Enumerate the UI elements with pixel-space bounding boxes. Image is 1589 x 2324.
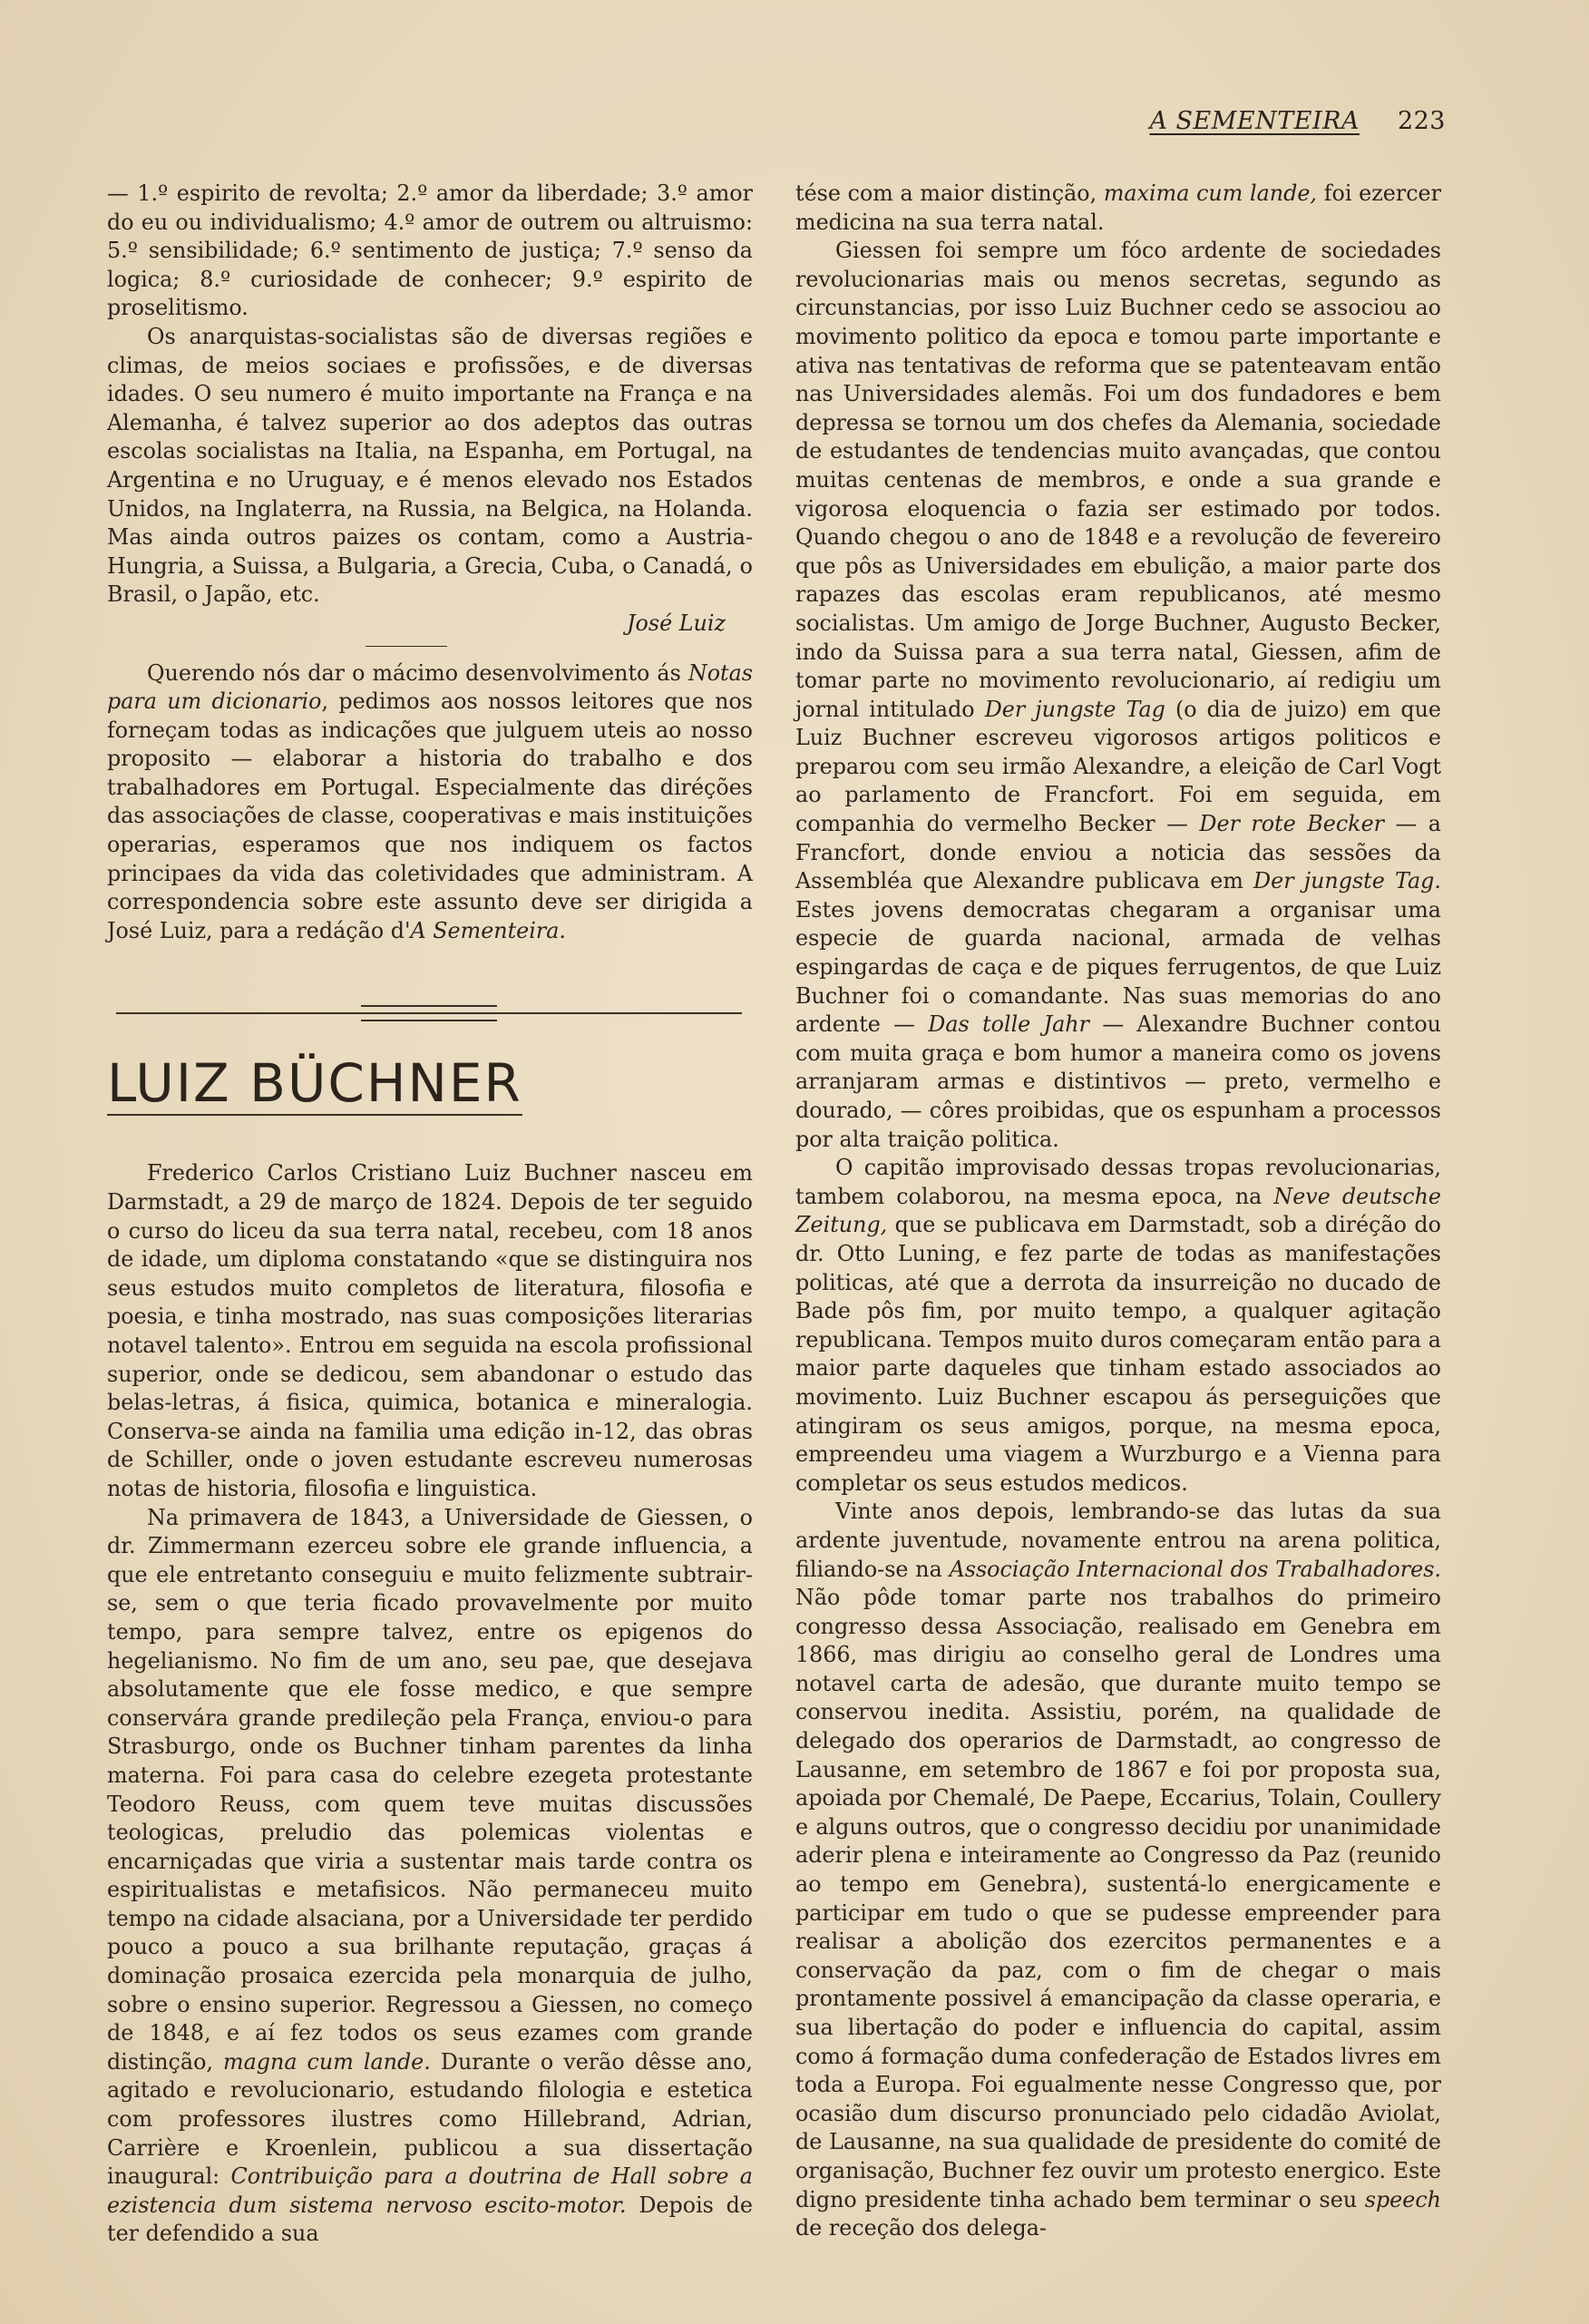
text-run: que se publicava em Darmstadt, sob a diréção do dr. Otto Luning, e fez parte de todas as manifestações politicas, até que a derrota da insurreição no ducado de Bade pôs fim, por muito tempo, a qualquer agitação republicana. Tempos muito duros começaram então para a maior parte daqueles que tinham estado associados ao movimento. Luiz Buchner escapou ás perseguições que atingiram os seus amigos, porque, na mesma epoca, empreendeu uma viagem a Wurzburgo e a Vienna para completar os seus estudos medicos. (795, 1212, 1441, 1496)
italic-run: magna cum lande. (223, 2048, 431, 2075)
text-run: tése com a maior distinção, (795, 181, 1104, 206)
italic-run: speech (1364, 2186, 1441, 2212)
author-signature: José Luiz (626, 610, 726, 636)
text-run: Giessen foi sempre um fóco ardente de sociedades revolucionarias mais ou menos secretas, segundo as circunstancias, por isso Luiz Buchner cedo se associou ao movimento politico da epoca e tomou parte importante e ativa nas tentativas de reforma que se patenteavam então nas Universidades alemãs. Foi um dos fundadores e bem depressa se tornou um dos chefes da Alemania, sociedade de estudantes de tendencias muito avançadas, que contou muitas centenas de membros, e onde a sua grande e vigorosa eloquencia o fazia ser estimado por todos. Quando chegou o ano de 1848 e a revolução de fevereiro que pôs as Universidades em ebulição, a maior parte dos rapazes das escolas eram republicanos, até mesmo socialistas. Um amigo de Jorge Buchner, Augusto Becker, indo da Suissa para a sua terra natal, Giessen, afim de tomar parte no movimento revolucionario, aí redigiu um jornal intitulado (795, 238, 1441, 722)
text-run: Depois de ter defendido a sua (107, 2192, 753, 2247)
italic-run: Neve deutsche Zeitung, (795, 1183, 1441, 1238)
right-column (795, 180, 1441, 2243)
text-run: (o dia de juizo) em que Luiz Buchner escreveu vigorosos artigos politicos e preparou com seu irmão Alexandre, a eleição de Carl Vogt ao parlamento de Francfort. Foi em seguida, em companhia do vermelho Becker — (795, 696, 1441, 837)
italic-run: Der rote Becker (1199, 811, 1385, 837)
running-head (1149, 107, 1446, 135)
article-paragraph-2 (107, 1504, 753, 2249)
italic-run: Contribuição para a doutrina de Hall sobre a ezistencia dum sistema nervoso escito-motor. (107, 2163, 753, 2218)
text-run: — a Francfort, donde enviou a noticia das sessões da Assembléa que Alexandre publicava em (795, 811, 1441, 894)
text-run: Estes jovens democratas chegaram a organisar uma especie de guarda nacional, armada de velhas espingardas de caça e de piques ferrugentos, de que Luiz Buchner foi o comandante. Nas suas memorias do ano ardente — (795, 896, 1441, 1038)
list-paragraph: — 1.º espirito de revolta; 2.º amor da liberdade; 3.º amor do eu ou individualismo; 4.º amor de outrem ou altruismo: 5.º sensibilidade; 6.º sentimento de justiça; 7.º senso da logica; 8.º curiosidade de conhecer; 9.º espirito de proselitismo. (107, 181, 753, 321)
italic-run: Das tolle Jahr (928, 1011, 1090, 1038)
article-paragraph-5 (795, 1154, 1441, 1498)
text-run: foi ezercer medicina na sua terra natal. (795, 181, 1441, 235)
italic-run: maxima cum lande, (1103, 181, 1317, 206)
article-paragraph-4 (795, 237, 1441, 1154)
anarchists-paragraph: Os anarquistas-socialistas são de diversas regiões e climas, de meios sociaes e profissões, e de diversas idades. O seu numero é muito importante na França e na Alemanha, é talvez superior ao dos adeptos das outras escolas socialistas na Italia, na Espanha, em Portugal, na Argentina e no Uruguay, e é menos elevado nos Estados Unidos, na Inglaterra, na Russia, na Belgica, na Holanda. Mas ainda outros paizes os contam, como a Austria-Hungria, a Suissa, a Bulgaria, a Grecia, Cuba, o Canadá, o Brasil, o Japão, etc. (107, 323, 753, 608)
notice-text-1: Querendo nós dar o mácimo desenvolvimento ás (147, 659, 688, 686)
notice-journal-name: A Sementeira. (410, 917, 566, 943)
text-run: O capitão improvisado dessas tropas revolucionarias, tambem colaborou, na mesma epoca, na (795, 1155, 1441, 1209)
text-run: Durante o verão dêsse ano, agitado e revolucionario, estudando filologia e estetica com professores ilustres como Hillebrand, Adrian, Carrière e Kroenlein, publicou a sua dissertação inaugural: (107, 2048, 753, 2190)
italic-run: Der jungste Tag (984, 696, 1165, 722)
article-paragraph-3 (795, 180, 1441, 237)
article-paragraph-6 (795, 1498, 1441, 2242)
journal-title: A SEMENTEIRA (1149, 107, 1360, 135)
notice-text-2: , pedimos aos nossos leitores que nos forneçam todas as indicações que julguem uteis ao nosso proposito — elaborar a historia do trabalho e dos trabalhadores em Portugal. Especialmente das diréções das associações de classe, cooperativas e mais instituições operarias, esperamos que nos indiquem os factos principaes da vida das coletividades que administram. A correspondencia sobre este assunto deve ser dirigida a José Luiz, para a redáção d' (107, 688, 753, 943)
article-title: LUIZ BÜCHNER (107, 1052, 522, 1115)
notice-italic-title: Notas para um dicionario (107, 659, 753, 715)
text-run: de receção dos delega- (795, 2215, 1047, 2241)
text-run: Não pôde tomar parte nos trabalhos do primeiro congresso dessa Associação, realisado em Genebra em 1866, mas dirigiu ao conselho geral de Londres uma notavel carta de adesão, que durante muito tempo se conservou inedita. Assistiu, porém, na qualidade de delegado dos operarios de Darmstadt, ao congresso de Lausanne, em setembro de 1867 e foi por proposta sua, apoiada por Chemalé, De Paepe, Eccarius, Tolain, Coullery e alguns outros, que o congresso decidiu por unanimidade aderir plena e inteiramente ao Congresso da Paz (reunido ao tempo em Genebra), sustentá-lo energicamente e participar em tudo o que se pudesse empreender para realisar a abolição dos ezercitos permanentes e a conservação da paz, com o fim de chegar o mais prontamente possivel á emancipação da classe operaria, e sua libertação do poder e influencia do capital, assim como á formação duma confederação de Estados livres em toda a Europa. Foi egualmente nesse Congresso que, por ocasião dum discurso pronunciado pelo cidadão Aviolat, de Lausanne, na sua qualidade de presidente do comité de organisação, Buchner fez ouvir um protesto energico. Este digno presidente tinha achado bem terminar o seu (795, 1585, 1441, 2212)
article-paragraph-1: Frederico Carlos Cristiano Luiz Buchner nasceu em Darmstadt, a 29 de março de 1824. Depois de ter seguido o curso do liceu da sua terra natal, recebeu, com 18 anos de idade, um diploma constatando «que se distinguira nos seus estudos muito completos de literatura, filosofia e poesia, e tinha mostrado, nas suas composições literarias notavel talento». Entrou em seguida na escola profissional superior, onde se dedicou, sem abandonar o estudo das belas-letras, á fisica, quimica, botanica e mineralogia. Conserva-se ainda na familia uma edição in-12, das obras de Schiller, onde o joven estudante escreveu numerosas notas de historia, filosofia e linguistica. (107, 1160, 753, 1501)
italic-run: Associação Internacional dos Trabalhadores. (949, 1556, 1441, 1582)
italic-run: Der jungste Tag. (1253, 868, 1441, 894)
section-divider (366, 646, 447, 647)
editorial-notice (107, 659, 753, 946)
text-run: Na primavera de 1843, a Universidade de Giessen, o dr. Zimmermann ezerceu sobre ele grande influencia, a que ele entretanto conseguiu e muito felizmente subtrair-se, sem o que teria ficado provavelmente por muito tempo, para sempre talvez, entre os epigenos do hegelianismo. No fim de um ano, seu pae, que desejava absolutamente que ele fosse medico, e que sempre conservára grande predileção pela França, enviou-o para Strasburgo, onde os Buchner tinham parentes da linha materna. Foi para casa do celebre ezegeta protestante Teodoro Reuss, com quem teve muitas discussões teologicas, preludio das polemicas violentas e encarniçadas que viria a sustentar mais tarde contra os espiritualistas e metafisicos. Não permaneceu muito tempo na cidade alsaciana, por a Universidade ter perdido pouco a pouco a sua brilhante reputação, graças á dominação prosaica ezercida pela monarquia de julho, sobre o ensino superior. Regressou a Giessen, no começo de 1848, e aí fez todos os seus ezames com grande distinção, (107, 1504, 753, 2075)
text-run: — Alexandre Buchner contou com muita graça e bom humor a maneira como os jovens arranjaram armas e distintivos — preto, vermelho e dourado, — côres proibidas, que os espunham a processos por alta traição politica. (795, 1011, 1442, 1152)
text-run: Vinte anos depois, lembrando-se das lutas da sua ardente juventude, novamente entrou na arena politica, filiando-se na (795, 1499, 1441, 1582)
ornamental-rule (116, 996, 751, 1029)
left-column (107, 180, 753, 2249)
page-number: 223 (1397, 107, 1446, 135)
